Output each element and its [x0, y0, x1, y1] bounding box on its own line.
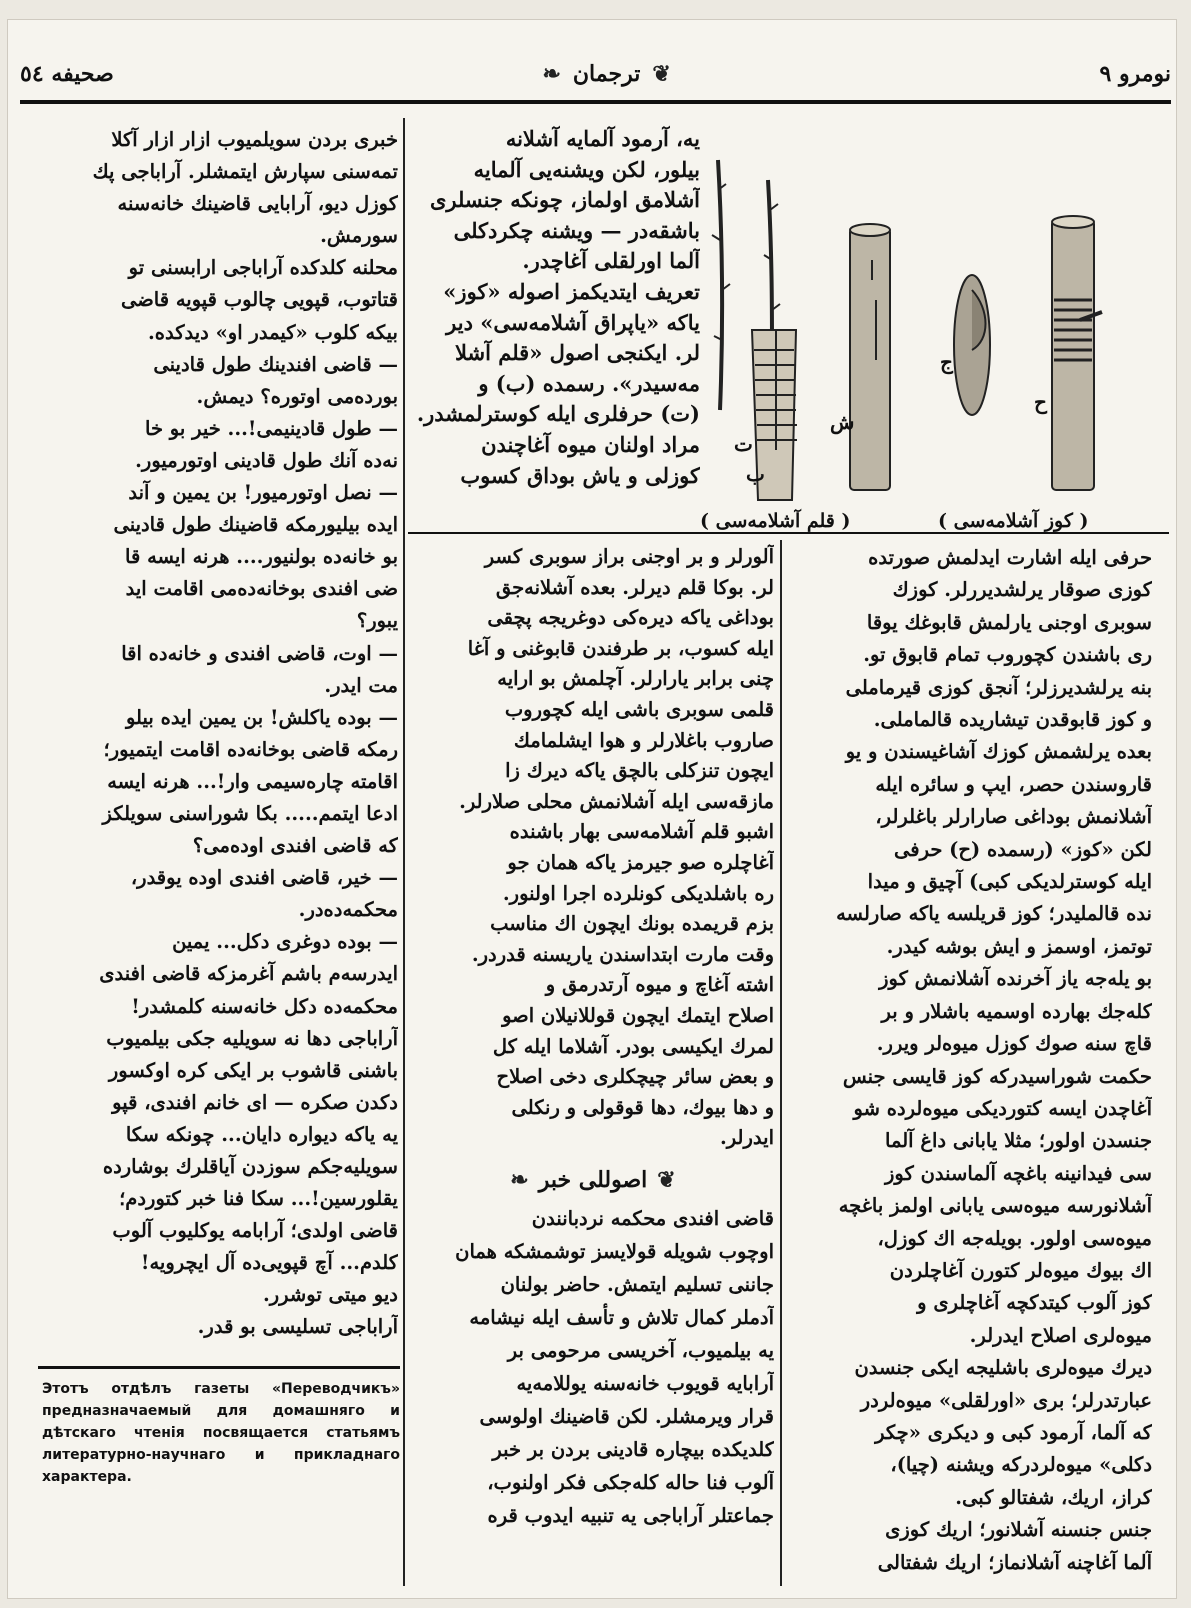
section-notice: Этотъ отдѣлъ газеты «Переводчикъ» предназначаемый для домашняго и дѣтскаго чтенія посвящается статьямъ литературно-научнаго и прикладнаго характера.	[42, 1381, 400, 1485]
text-line: آشلامق اولماز، چونکه جنسلری	[429, 187, 700, 213]
text-line: بیلور، لکن ویشنەیی آلمایه	[473, 156, 700, 182]
text-line: که آلما، آرمود کبی و دیکری «چکر	[875, 1420, 1152, 1444]
article-column-middle	[410, 542, 774, 1162]
text-line: کوزی صوقار یرلشدیررلر. کوزك	[892, 578, 1152, 602]
text-line: جنسدن اولور؛ مثلا یابانی داغ آلما	[885, 1129, 1152, 1153]
text-line: کلەجك بهارده اوسمیه باشلار و بر	[881, 999, 1152, 1023]
column-divider-right	[780, 540, 782, 1586]
text-line: و کوز قابوقدن تیشاریده قالماملی.	[873, 708, 1152, 732]
text-line: بو خانەده بولنیور.... هرنه ایسه قا	[125, 545, 398, 569]
text-line: ره باشلدیکی کونلرده اجرا اولنور.	[502, 881, 774, 905]
text-line: قاچ سنه صوك کوزل میوەلر ویرر.	[876, 1032, 1152, 1056]
text-line: باشقەدر — ویشنه چکردکلی	[453, 217, 700, 243]
text-line: — خیر، قاضی افندی اوده یوقدر،	[130, 866, 398, 890]
text-line: آشلانورسه میوەسی یابانی اولمز باغچه	[838, 1194, 1152, 1218]
text-line: ضی افندی بوخانەدەمی اقامت اید	[125, 577, 398, 601]
story-column-left	[38, 124, 398, 1364]
text-line: دیو میتی توشرر.	[262, 1283, 398, 1307]
label-j: ج	[940, 350, 953, 374]
text-line: میوەسی اولور. بویلەجه اك کوزل،	[877, 1226, 1152, 1250]
article-column-right	[786, 542, 1152, 1592]
text-line: جنس جنسنه آشلانور؛ اریك کوزی	[885, 1518, 1152, 1542]
text-line: یه یاکه دیواره دایان... چونکه سکا	[125, 1122, 398, 1146]
text-line: لکن «کوز» (رسمده (ح) حرفی	[894, 837, 1152, 861]
text-line: بزم قریمده بونك ایچون اك مناسب	[490, 912, 774, 936]
text-line: حکمت شوراسیدرکه کوز قایسی جنس	[842, 1064, 1152, 1088]
text-line: آلورلر و بر اوجنی براز سوبری کسر	[484, 545, 774, 568]
text-line: دکدن صکره — ای خانم افندی، قپو	[112, 1090, 398, 1114]
text-line: سورمش.	[320, 224, 398, 248]
news-heading	[408, 1162, 778, 1198]
running-head	[20, 52, 1171, 96]
text-line: — بوده دوغری دکل... یمین	[172, 930, 398, 954]
text-line: — اوت، قاضی افندی و خانەده اقا	[121, 641, 398, 665]
text-line: مت ایدر.	[324, 673, 398, 697]
text-line: یه بیلمیوب، آخریسی مرحومی بر	[507, 1339, 774, 1362]
notice-rule	[38, 1366, 400, 1369]
text-line: ایدرلر.	[720, 1126, 774, 1150]
text-line: که قاضی افندی اودەمی؟	[192, 834, 398, 858]
label-h: ح	[1034, 390, 1047, 414]
text-line: توتمز، اوسمز و ایش بوشه کیدر.	[886, 934, 1152, 958]
text-line: ری باشندن کچوروب تمام قابوق تو.	[863, 643, 1152, 667]
page-number: صحیفه ٥٤	[20, 61, 114, 87]
text-line: آلما آغاچنه آشلانماز؛ اریك شفتالی	[877, 1550, 1152, 1574]
text-line: بیکه کلوب «کیمدر او» دیدکده.	[147, 320, 398, 344]
news-title: اصوللی خبر	[538, 1167, 648, 1193]
text-line: دیرك میوەلری باشلیجه ایکی جنسدن	[854, 1356, 1152, 1380]
ornament-right-icon: ❦	[657, 1167, 676, 1193]
text-line: یه، آرمود آلمایه آشلانه	[505, 126, 700, 151]
grafting-illustration	[700, 150, 1140, 535]
text-line: جماعتلر آراباجی یه تنبیه ایدوب قره	[487, 1504, 774, 1527]
text-line: دکلی» میوەلردرکه ویشنه (چیا)،	[890, 1453, 1152, 1477]
text-line: تمەسنی سپارش ایتمشلر. آراباجی پك	[92, 160, 398, 184]
ornament-right-icon: ❦	[652, 61, 671, 87]
grafting-figure	[700, 150, 1140, 535]
text-line: و دها بیوك، دها قوقولی و رنکلی	[511, 1095, 774, 1119]
text-line: اقامته چارەسیمی وار!... هرنه ایسه	[107, 769, 398, 793]
ornament-left-icon: ❧	[542, 61, 561, 87]
text-line: میوەلری اصلاح ایدرلر.	[969, 1323, 1152, 1347]
text-line: و بعض سائر چیچکلری دخی اصلاح	[496, 1065, 774, 1089]
text-line: بنه یرلشدیرزلر؛ آنجق کوزی قیرماملی	[845, 675, 1152, 699]
label-sh: ش	[830, 410, 855, 434]
text-line: لر. ایکنجی اصول «قلم آشلا	[454, 340, 700, 366]
text-line: مراد اولنان میوه آغاچندن	[481, 431, 700, 457]
text-line: ایچون تنزکلی بالچق یاکه دیرك زا	[505, 759, 774, 783]
text-line: مازقەسی ایله آشلانمش محلی صلارلر.	[459, 789, 774, 813]
text-line: صاروب باغلارلر و هوا ایشلمامك	[513, 728, 774, 752]
text-line: آشلانمش بوداغی صارارلر باغلرلر،	[875, 805, 1152, 829]
text-line: آدملر کمال تلاش و تأسف ایله نیشامه	[469, 1306, 774, 1329]
text-line: — نصل اوتورمیور! بن یمین و آند	[128, 481, 398, 505]
text-line: قرار ویرمشلر. لکن قاضینك اولوسی	[479, 1405, 774, 1428]
text-line: وقت مارت ابتداسندن یاریسنه قدردر.	[471, 942, 774, 966]
text-line: — قاضی افندینك طول قادینی	[153, 352, 398, 376]
text-line: آرابایه قویوب خانەسنه یوللامەیه	[516, 1372, 774, 1395]
text-line: خبری بردن سویلمیوب ازار ازار آکلا	[111, 128, 398, 151]
text-line: عبارتدرلر؛ بری «اورلقلی» میوەلردر	[860, 1388, 1152, 1412]
text-line: یاکه «یاپراق آشلامەسی» دیر	[446, 309, 700, 335]
text-line: لر. بوکا قلم دیرلر. بعده آشلانەجق	[495, 575, 774, 599]
text-line: لمرك ایکیسی بودر. آشلاما ایله کل	[492, 1034, 774, 1058]
text-line: نده قالملیدر؛ کوز قریلسه یاکه صارلسه	[836, 902, 1152, 926]
text-line: کوز آلوب کیتدکچه آغاچلری و	[917, 1291, 1152, 1315]
text-line: کراز، اریك، شفتالو کبی.	[955, 1485, 1152, 1509]
text-line: اشته آغاچ و میوه آرتدرمق و	[545, 973, 774, 997]
text-line: اصلاح ایتمك ایچون قوللانیلان اصو	[502, 1003, 774, 1027]
masthead	[542, 61, 670, 87]
figure-caption-scion: ( قلم آشلامەسی )	[700, 510, 851, 532]
text-line: کوزلی و یاش بوداق کسوب	[460, 462, 700, 488]
text-line: بوداغی یاکه دیرەکی دوغریجه پچقی	[487, 606, 774, 630]
text-line: جاننی تسلیم ایتمش. حاضر بولنان	[500, 1273, 774, 1296]
text-line: تعریف ایتدیکمز اصوله «کوز»	[443, 278, 700, 304]
text-line: کوزل دیو، آرابایی قاضینك خانەسنه	[117, 192, 398, 216]
label-t: ت	[734, 432, 753, 456]
text-line: یقلورسین!... سکا فنا خبر کتوردم؛	[119, 1187, 398, 1211]
text-line: بعده یرلشمش کوزك آشاغیسندن و یو	[845, 740, 1152, 764]
text-line: سی فیدانینه باغچه آلماسندن کوز	[885, 1161, 1152, 1185]
text-line: قاضی اولدی؛ آرابامه یوکلیوب آلوب	[112, 1219, 398, 1243]
text-line: — طول قادینیمی!... خیر بو خا	[145, 416, 398, 440]
text-line: ایله کسوب، بر طرفندن قابوغنی و آغا	[467, 636, 774, 660]
text-line: محکمەدەدر.	[298, 898, 398, 922]
text-line: اشبو قلم آشلامەسی بهار باشنده	[509, 820, 774, 844]
text-line: آلما اورلقلی آغاچدر.	[522, 248, 700, 274]
text-line: اك بیوك میوەلر کتورن آغاچلردن	[889, 1258, 1152, 1282]
text-line: آراباجی دها نه سویلیه جکی بیلمیوب	[106, 1026, 398, 1050]
article-column-right-top	[408, 124, 700, 524]
text-line: آغاچلره صو جیرمز یاکه همان جو	[507, 850, 774, 874]
figure-caption-bud: ( کوز آشلامەسی )	[938, 510, 1089, 532]
text-line: ایله کوسترلدیکی کبی) آچیق و میدا	[867, 870, 1152, 894]
text-line: رمکه قاضی بوخانەده اقامت ایتمیور؛	[103, 737, 398, 761]
text-line: حرفی ایله اشارت ایدلمش صورتده	[868, 546, 1152, 569]
news-body	[410, 1202, 774, 1574]
issue-number: نومرو ٩	[1099, 61, 1171, 87]
text-line: نەده آنك طول قادینی اوتورمیور.	[135, 448, 398, 472]
text-line: قاضی افندی محکمه نردبانندن	[531, 1207, 774, 1230]
text-line: اوچوب شویله قولایسز توشمشکه همان	[455, 1240, 774, 1263]
text-line: سویلیەجکم سوزدن آیاقلرك بوشارده	[102, 1155, 398, 1178]
text-line: بوردەمی اوتورە؟ دیمش.	[196, 384, 398, 408]
text-line: آلوب فنا حاله کلەجکی فکر اولنوب،	[487, 1471, 774, 1494]
text-line: آراباجی تسلیسی بو قدر.	[197, 1315, 398, 1339]
text-line: محکمەده دکل خانەسنه کلمشدر!	[131, 994, 398, 1018]
text-line: کلدیکده بیچاره قادینی بردن بر خبر	[492, 1438, 774, 1461]
text-line: بو یلەجه یاز آخرنده آشلانمش کوز	[879, 967, 1152, 991]
text-line: سوبری اوجنی یارلمش قابوغك یوقا	[866, 610, 1152, 634]
text-line: باشنی قاشوب بر ایکی کره اوکسور	[108, 1058, 398, 1082]
text-line: ادعا ایتمم..... بکا شوراسنی سویلکز	[102, 801, 398, 825]
text-line: قتاتوب، قپویی چالوب قپویه قاضی	[120, 288, 398, 312]
text-line: یبور؟	[356, 609, 398, 633]
ornament-left-icon: ❧	[510, 1167, 529, 1193]
newspaper-title: ترجمان	[572, 61, 641, 87]
text-line: قاروسندن حصر، ایپ و سائره ایله	[875, 772, 1152, 796]
text-line: مەسیدر». رسمده (ب) و	[478, 370, 700, 396]
text-line: چنی برابر یارارلر. آچلمش بو ارایه	[497, 667, 774, 691]
text-line: — بوده یاکلش! بن یمین ایده بیلو	[125, 705, 398, 729]
text-line: ایده بیلیورمکه قاضینك طول قادینی	[113, 513, 398, 537]
text-line: (ت) حرفلری ایله کوسترلمشدر.	[416, 401, 700, 427]
text-line: محلنه کلدکده آراباجی ارابسنی تو	[128, 256, 398, 280]
label-b: ب	[746, 462, 765, 486]
column-divider-left	[403, 118, 405, 1586]
text-line: کلدم... آچ قپویی‌ده آل ایچرویه!	[140, 1251, 398, 1275]
header-rule	[20, 100, 1171, 104]
text-line: آغاچدن ایسه کتوردیکی میوەلرده شو	[853, 1096, 1152, 1120]
text-line: ایدرسەم باشم آغرمزکه قاضی افندی	[99, 962, 398, 986]
text-line: قلمی سوبری باشی ایله کچوروب	[504, 697, 774, 721]
